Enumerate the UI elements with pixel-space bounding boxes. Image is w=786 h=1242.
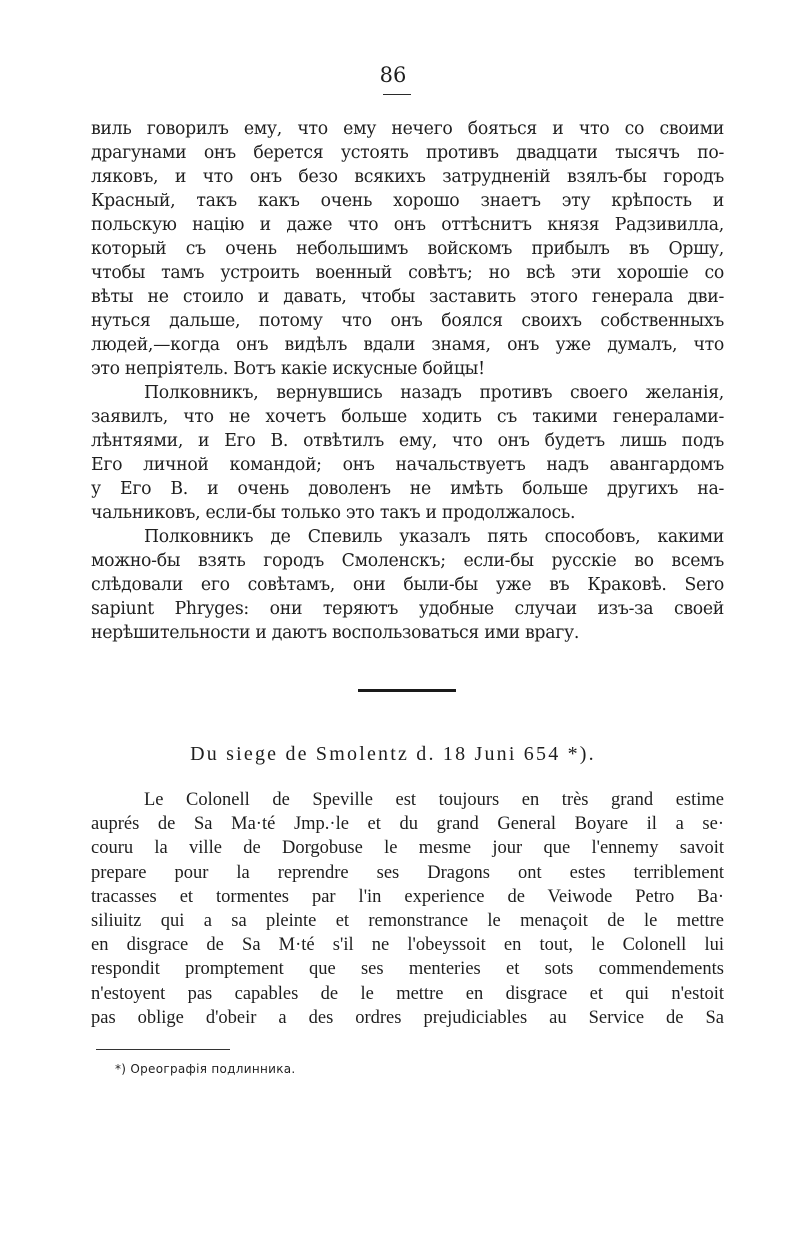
text-line: pas oblige d'obeir a des ordres prejudiciables au Service de Sa [91, 1007, 724, 1028]
text-line: sapiunt Phryges: они теряютъ удобные случаи изъ-за своей [91, 599, 724, 619]
text-line: нуться дальше, потому что онъ боялся своихъ собственныхъ [91, 311, 724, 331]
page-number-underline [383, 94, 411, 95]
text-line: польскую націю и даже что онъ оттѣснитъ князя Радзивилла, [91, 215, 724, 235]
section-divider [358, 689, 456, 692]
text-line: вѣты не стоило и давать, чтобы заставить этого генерала дви- [91, 287, 724, 307]
text-line: заявилъ, что не хочетъ больше ходить съ такими генералами- [91, 407, 724, 427]
text-line: Полковникъ, вернувшись назадъ противъ своего желанія, [144, 383, 724, 403]
text-line: драгунами онъ берется устоять противъ двадцати тысячъ по- [91, 143, 724, 163]
text-line: это непріятель. Вотъ какіе искусные бойцы! [91, 359, 485, 379]
text-line: чальниковъ, если-бы только это такъ и продолжалось. [91, 503, 576, 523]
text-line: у Его В. и очень доволенъ не имѣть больше другихъ на- [91, 479, 724, 499]
text-line: можно-бы взять городъ Смоленскъ; если-бы русскіе во всемъ [91, 551, 724, 571]
footnote-rule [96, 1049, 230, 1050]
text-line: который съ очень небольшимъ войскомъ прибылъ въ Оршу, [91, 239, 724, 259]
text-line: людей,—когда онъ видѣлъ вдали знамя, онъ уже думалъ, что [91, 335, 724, 355]
text-line: Его личной командой; онъ начальствуетъ надъ авангардомъ [91, 455, 724, 475]
page-number: 86 [379, 63, 407, 87]
section-title: Du siege de Smolentz d. 18 Juni 654 *). [190, 743, 596, 765]
text-line: Полковникъ де Спевиль указалъ пять способовъ, какими [144, 527, 724, 547]
text-line: ляковъ, и что онъ безо всякихъ затрудненій взялъ-бы городъ [91, 167, 724, 187]
text-line: n'estoyent pas capables de le mettre en disgrace et qui n'estoit [91, 983, 724, 1004]
text-line: Красный, такъ какъ очень хорошо знаетъ эту крѣпость и [91, 191, 724, 211]
text-line: respondit promptement que ses menteries et sots commendements [91, 959, 724, 980]
text-line: лѣнтяями, и Его В. отвѣтилъ ему, что онъ будетъ лишь подъ [91, 431, 724, 451]
text-line: нерѣшительности и даютъ воспользоваться ими врагу. [91, 623, 580, 643]
text-line: siliuitz qui a sa pleinte et remonstrance le menaçoit de le mettre [91, 911, 724, 931]
footnote: *) Ореографія подлинника. [115, 1062, 296, 1076]
text-line: auprés de Sa Ma·té Jmp.·le et du grand General Boyare il a se· [91, 814, 724, 835]
text-line: en disgrace de Sa M·té s'il ne l'obeyssoit en tout, le Colonell lui [91, 935, 724, 956]
text-line: чтобы тамъ устроить военный совѣтъ; но всѣ эти хорошіе со [91, 263, 724, 283]
text-line: слѣдовали его совѣтамъ, они были-бы уже въ Краковѣ. Sero [91, 575, 724, 595]
text-line: виль говорилъ ему, что ему нечего бояться и что со своими [91, 119, 724, 139]
text-line: tracasses et tormentes par l'in experience de Veiwode Petro Ba· [91, 886, 724, 907]
text-line: prepare pour la reprendre ses Dragons ont estes terriblement [91, 862, 724, 883]
text-line: couru la ville de Dorgobuse le mesme jour que l'ennemy savoit [91, 838, 724, 859]
text-line: Le Colonell de Speville est toujours en très grand estime [144, 790, 724, 810]
